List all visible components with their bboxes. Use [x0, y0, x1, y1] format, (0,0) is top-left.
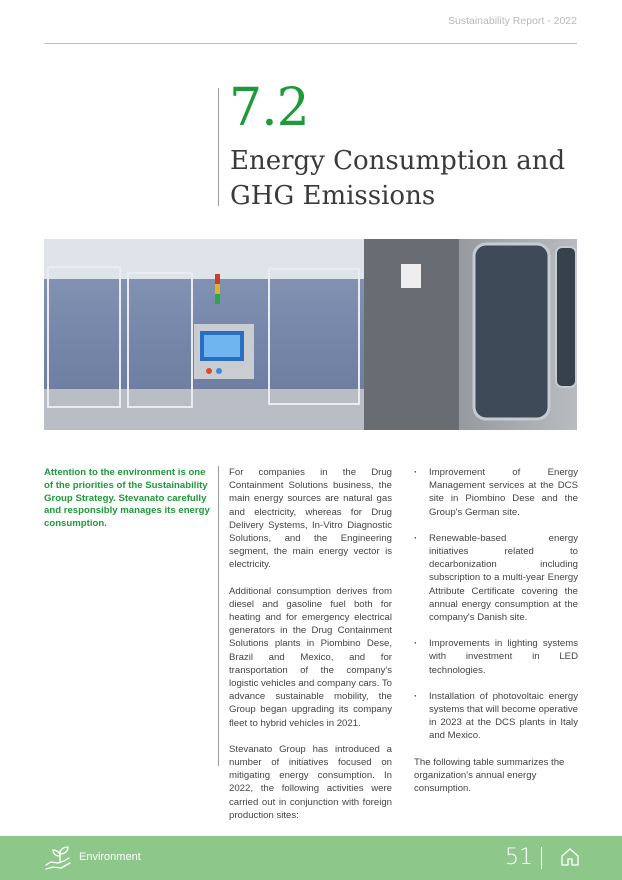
initiatives-list — [414, 466, 578, 743]
body-paragraph: Stevanato Group has introduced a number of initiatives focused on mitigating energy consumption. In 2022, the following activities were carried out in conjunction with foreign production sites: — [229, 743, 392, 821]
section-title: Energy Consumption and GHG Emissions — [230, 146, 566, 211]
closing-paragraph: The following table summarizes the organization's annual energy consumption. — [414, 756, 565, 795]
page-number: 51 — [505, 845, 533, 870]
list-item: · Improvements in lighting systems with investment in LED technologies. — [414, 637, 578, 677]
plant-in-hand-icon — [44, 845, 72, 876]
footer-separator — [541, 847, 542, 869]
home-icon[interactable] — [560, 847, 580, 872]
page-footer — [0, 836, 622, 880]
header-divider — [44, 43, 577, 44]
lead-paragraph: Attention to the environment is one of the priorities of the Sustainability Group Strategy. Stevanato carefully and responsibly manages its energy consumption. — [44, 467, 210, 530]
body-paragraph: For companies in the Drug Containment Solutions business, the main energy sources are natural gas and electricity, whereas for Drug Delivery Systems, In-Vitro Diagnostic Solutions, and the Engineering segment, the main energy vector is electricity. — [229, 467, 392, 571]
cleanroom-photo — [44, 239, 577, 430]
section-number: 7.2 — [229, 78, 309, 138]
list-item: · Improvement of Energy Management services at the DCS site in Piombino Dese and the Group's German site. — [414, 466, 578, 519]
body-column-right — [414, 466, 578, 795]
footer-section-label: Environment — [79, 851, 141, 863]
body-paragraph: Additional consumption derives from diesel and gasoline fuel both for heating and for emergency electrical generators in the Drug Containment Solutions plants in Piombino Dese, Brazil and Mexico, and for transportation of the company's logistic vehicles and company cars. To advance sustainable mobility, the Group began upgrading its company fleet to hybrid vehicles in 2021. — [229, 585, 392, 729]
list-item: · Installation of photovoltaic energy systems that will become operative in 2023 at the DCS plants in Italy and Mexico. — [414, 690, 578, 743]
column-rule — [218, 466, 219, 766]
list-item: · Renewable-based energy initiatives related to decarbonization including subscription to a multi-year Energy Attribute Certificate covering the annual energy consumption at the company's Danish site. — [414, 532, 578, 624]
report-header-title: Sustainability Report - 2022 — [448, 15, 577, 27]
body-column-middle — [229, 466, 392, 835]
title-rule — [218, 88, 219, 206]
